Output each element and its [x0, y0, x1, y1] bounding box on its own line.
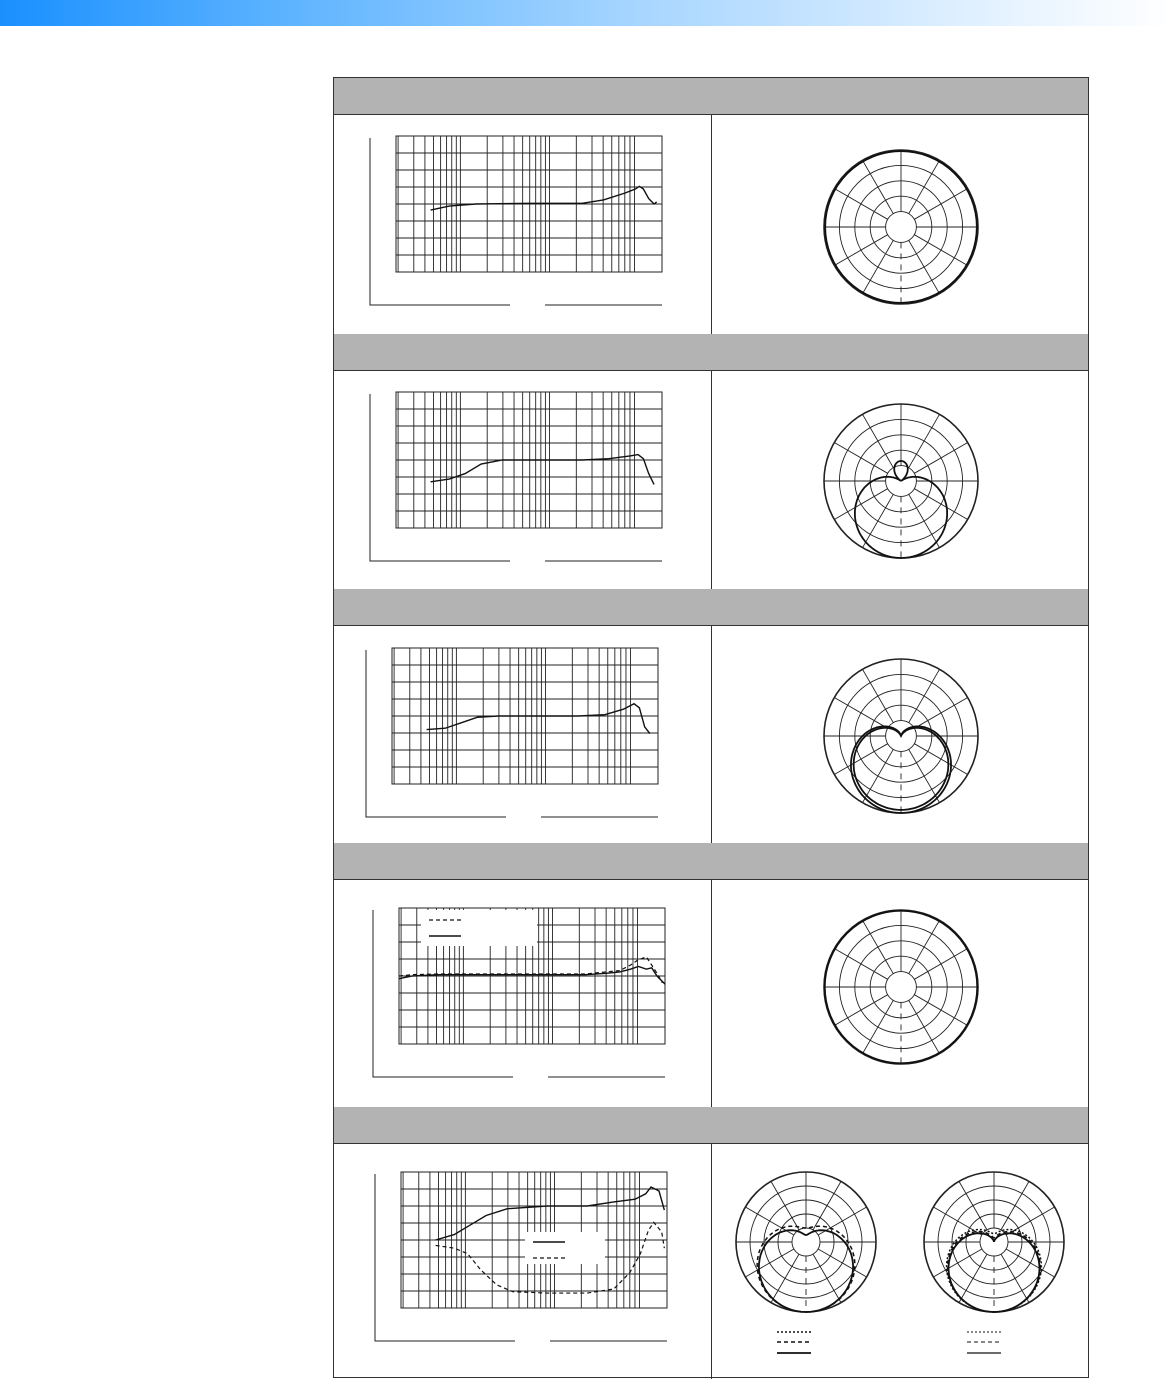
top-banner [0, 0, 1171, 26]
frequency-response-chart-3 [356, 642, 666, 822]
row-header-1 [334, 78, 1088, 115]
polar-pattern-omni-1 [824, 150, 978, 304]
frequency-response-chart-1 [360, 130, 670, 310]
polar-pattern-supercardioid [824, 404, 978, 558]
row-header-2 [334, 334, 1088, 371]
polar-pattern-omni-2 [824, 910, 978, 1064]
frequency-response-chart-5 [365, 1166, 675, 1346]
frequency-response-chart-2 [360, 386, 670, 566]
row-header-3 [334, 589, 1088, 626]
polar-pattern-left [736, 1172, 876, 1312]
polar-legend-left [775, 1328, 815, 1358]
polar-pattern-cardioid [824, 659, 978, 813]
frequency-response-chart-4 [363, 902, 673, 1082]
row-header-5 [334, 1107, 1088, 1144]
row-header-4 [334, 843, 1088, 880]
polar-pattern-right [924, 1172, 1064, 1312]
polar-legend-right [965, 1328, 1005, 1358]
